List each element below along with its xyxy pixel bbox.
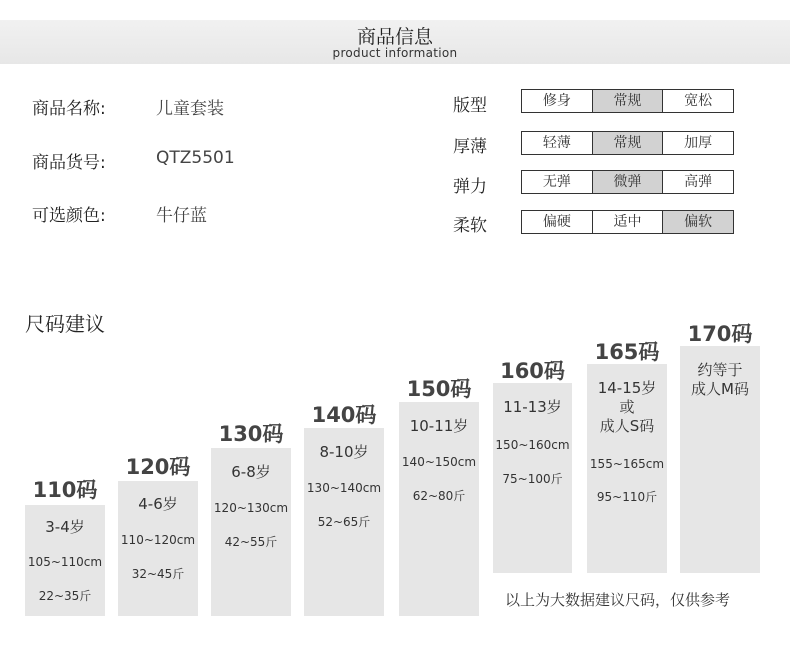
size-box [211,448,291,616]
attr-option: 适中 [592,211,663,233]
size-height: 105~110cm [27,555,103,569]
attr-label-fit: 版型 [453,96,487,116]
size-column [304,399,384,616]
size-box [493,383,572,573]
size-age: 14-15岁 或 成人S码 [597,379,657,435]
attr-group-fit [521,89,734,113]
attr-group-elasticity [521,170,734,194]
attr-option-selected: 常规 [592,132,663,154]
size-title: 110码 [32,478,98,502]
size-weight: 95~110斤 [596,490,658,504]
size-age: 10-11岁 [409,417,469,435]
attr-label-thickness: 厚薄 [453,137,487,157]
size-column [25,474,105,616]
size-title: 120码 [125,455,191,479]
product-code-value: QTZ5501 [156,148,235,168]
attr-group-thickness [521,131,734,155]
color-value: 牛仔蓝 [156,206,207,226]
attr-label-softness: 柔软 [453,216,487,236]
attr-option: 无弹 [542,174,571,190]
size-weight: 52~65斤 [317,515,371,529]
size-title: 160码 [500,359,565,383]
size-weight: 32~45斤 [131,567,185,581]
size-title: 170码 [687,322,753,346]
attr-option-selected: 微弹 [592,171,663,193]
section-title: 商品信息 [356,26,433,48]
size-column [211,418,291,616]
size-age: 6-8岁 [231,463,271,481]
attr-group-softness [521,210,734,234]
size-title: 140码 [311,403,377,427]
size-box [118,481,198,616]
attr-option-selected: 偏软 [662,211,733,233]
size-age: 8-10岁 [319,443,369,461]
size-title: 150码 [406,377,472,401]
size-box [304,428,384,616]
size-age: 4-6岁 [138,495,178,513]
size-heading: 尺码建议 [25,312,105,336]
size-title: 165码 [594,340,660,364]
size-weight: 42~55斤 [224,535,278,549]
product-name-value: 儿童套装 [156,99,224,119]
size-weight: 22~35斤 [38,589,92,603]
size-title: 130码 [218,422,284,446]
size-height: 140~150cm [401,455,477,469]
size-box [680,346,760,573]
attr-option: 偏硬 [542,214,571,230]
size-column [493,355,572,573]
size-height: 130~140cm [306,481,382,495]
size-column [587,336,667,573]
size-box [399,402,479,616]
size-height: 150~160cm [495,438,570,452]
size-footnote: 以上为大数据建议尺码，仅供参考 [505,591,731,609]
size-height: 110~120cm [120,533,196,547]
size-age: 约等于 成人M码 [691,361,749,398]
attr-option: 轻薄 [542,135,571,151]
size-height: 155~165cm [589,457,665,471]
size-age: 3-4岁 [45,518,85,536]
attr-option: 修身 [542,93,571,109]
size-box [25,505,105,616]
attr-option: 加厚 [662,132,733,154]
size-weight: 75~100斤 [502,472,563,486]
color-label: 可选颜色: [32,206,106,226]
size-age: 11-13岁 [503,398,562,416]
size-box [587,364,667,573]
size-column [680,318,760,573]
section-subtitle: product information [332,46,458,60]
size-column [399,373,479,616]
attr-option: 高弹 [662,171,733,193]
product-name-label: 商品名称: [32,99,106,119]
size-weight: 62~80斤 [412,489,466,503]
attr-label-elasticity: 弹力 [453,177,487,197]
size-height: 120~130cm [213,501,289,515]
product-code-label: 商品货号: [32,153,106,173]
attr-option-selected: 常规 [592,90,663,112]
attr-option: 宽松 [662,90,733,112]
size-column [118,451,198,616]
